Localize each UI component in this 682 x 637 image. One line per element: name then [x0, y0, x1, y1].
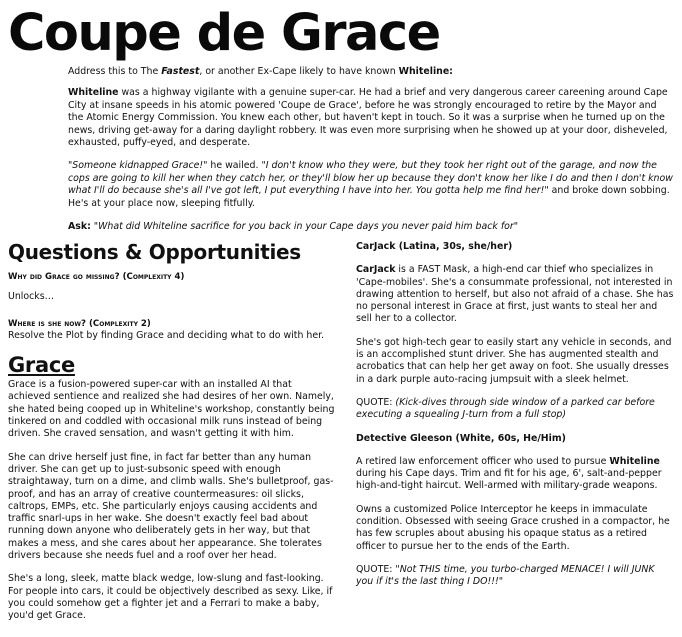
- ask-text: "What did Whiteline sacrifice for you back in your Cape days you never paid him back for": [90, 221, 519, 233]
- gleeson-quote-text: "Not THIS time, you turbo-charged MENACE! I will JUNK you if it's the last thing I DO!!!": [356, 563, 655, 588]
- intro-section: [68, 66, 674, 233]
- grace-heading: Grace: [8, 353, 75, 378]
- intro-p2-text-1: he wailed.: [207, 160, 262, 172]
- gleeson-whiteline-name: Whiteline: [609, 455, 660, 467]
- intro-p1-text: was a highway vigilante with a genuine super-car. He had a brief and very dangerous career careening around Cape City at insane speeds in his atomic powered 'Coupe de Grace', before he was strongly encouraged to retire by the Mayor and the Atomic Energy Commission. You knew each other, but haven't kept in touch. So it was a surprise when he turned up on the news, driving get-away for a daring daylight robbery. It was even more surprising when he showed up at your door, disheveled, exhausted, puffy-eyed, and desperate.: [68, 87, 668, 149]
- quote-kidnapped: "Someone kidnapped Grace!": [68, 160, 208, 172]
- page-title: Coupe de Grace: [8, 4, 440, 63]
- question-1: Why did Grace go missing? (Complexity 4): [8, 272, 185, 282]
- carjack-heading: CarJack (Latina, 30s, she/her): [356, 241, 513, 252]
- carjack-quote-label: QUOTE:: [356, 396, 396, 408]
- quote-whiteline-plea: "I don't know who they were, but they took her right out of the garage, and now the cops are going to kill her when they catch her, or they'll blow her up because they don't know her like I do and then I don't know what I'll do because she's all I've got left, I put everything I have into her. You gotta help me find her!": [68, 160, 673, 197]
- ask-line: [68, 221, 674, 233]
- intro-paragraph-1: [68, 87, 674, 149]
- whiteline-name: Whiteline: [68, 87, 119, 99]
- grace-paragraph-1: Grace is a fusion-powered super-car with an installed AI that achieved sentience and realized she had desires of her own. Namely, she hated being cooped up in Whiteline's workshop, constantly being tinkered on and coddled with occasional milk runs instead of being driven. She craved sensation, and wasn't getting it with him.: [8, 379, 335, 440]
- question-2: Where is she now? (Complexity 2): [8, 318, 151, 329]
- gleeson-quote: [356, 564, 674, 589]
- intro-p2-text-2: and broke down sobbing. He's at your place now, sleeping fitfully.: [68, 185, 670, 209]
- carjack-name: CarJack: [356, 264, 396, 276]
- address-mid: , or another Ex-Cape likely to have known: [199, 66, 399, 77]
- right-column: [356, 241, 674, 589]
- address-line: [68, 66, 674, 78]
- gleeson-p1-b: during his Cape days. Trim and fit for his age, 6', salt-and-pepper high-and-tight haircut. Well-armed with military-grade weapons.: [356, 468, 662, 492]
- carjack-quote-text: (Kick-dives through side window of a parked car before executing a squealing J-turn from a full stop): [356, 396, 655, 421]
- address-whiteline: Whiteline:: [398, 66, 453, 77]
- carjack-quote: [356, 397, 674, 422]
- gleeson-heading: Detective Gleeson (White, 60s, He/Him): [356, 432, 566, 444]
- gleeson-paragraph-2: Owns a customized Police Interceptor he keeps in immaculate condition. Obsessed with seeing Grace crushed in a compactor, he has few scruples about abusing his opaque status as a retired officer to pursue her to the ends of the Earth.: [356, 503, 670, 552]
- carjack-p1-text: is a FAST Mask, a high-end car thief who specializes in 'Cape-mobiles'. She's a consummate professional, not interested in drawing attention to herself, but also not afraid of a chase. She has no personal interest in Grace at first, just wants to steal her and sell her to a collector.: [356, 264, 674, 325]
- gleeson-quote-label: QUOTE:: [356, 563, 396, 575]
- carjack-paragraph-1: [356, 264, 674, 325]
- question-2-text: Resolve the Plot by finding Grace and deciding what to do with her.: [8, 329, 325, 341]
- questions-heading: Questions & Opportunities: [8, 240, 301, 264]
- carjack-paragraph-2: She's got high-tech gear to easily start any vehicle in seconds, and is an accomplished stunt driver. She has augmented stealth and acrobatics that can help her get away on foot. She usually dresses in a dark purple auto-racing jumpsuit with a sleek helmet.: [356, 336, 672, 385]
- address-fastest: Fastest: [161, 66, 200, 77]
- gleeson-paragraph-1: [356, 456, 674, 493]
- gleeson-p1-a: A retired law enforcement officer who used to pursue: [356, 455, 610, 467]
- left-column: [8, 241, 335, 623]
- unlocks-text: Unlocks…: [8, 291, 54, 303]
- grace-paragraph-2: She can drive herself just fine, in fact far better than any human driver. She can get up to just-subsonic speed with enough straightaway, turn on a dime, and climb walls. She's bulletproof, gas-proof, and has an array of creative countermeasures: oil slicks, caltrops, EMPs, etc. She particularly enjoys causing accidents and traffic snarl-ups in her wake. She doesn't exactly feel bad about running down anyone who deliberately gets in her way, but that makes a mess, and she cares about her appearance. She tolerates drivers because she needs fuel and a roof over her head.: [8, 451, 334, 562]
- intro-paragraph-2: [68, 160, 674, 210]
- ask-label: Ask:: [68, 221, 91, 233]
- grace-paragraph-3: She's a long, sleek, matte black wedge, low-slung and fast-looking. For people into cars, it could be objectively described as sexy. Like, if you could somehow get a fighter jet and a Ferrari to make a baby, you'd get Grace.: [8, 573, 333, 622]
- address-prefix: Address this to The: [68, 66, 162, 77]
